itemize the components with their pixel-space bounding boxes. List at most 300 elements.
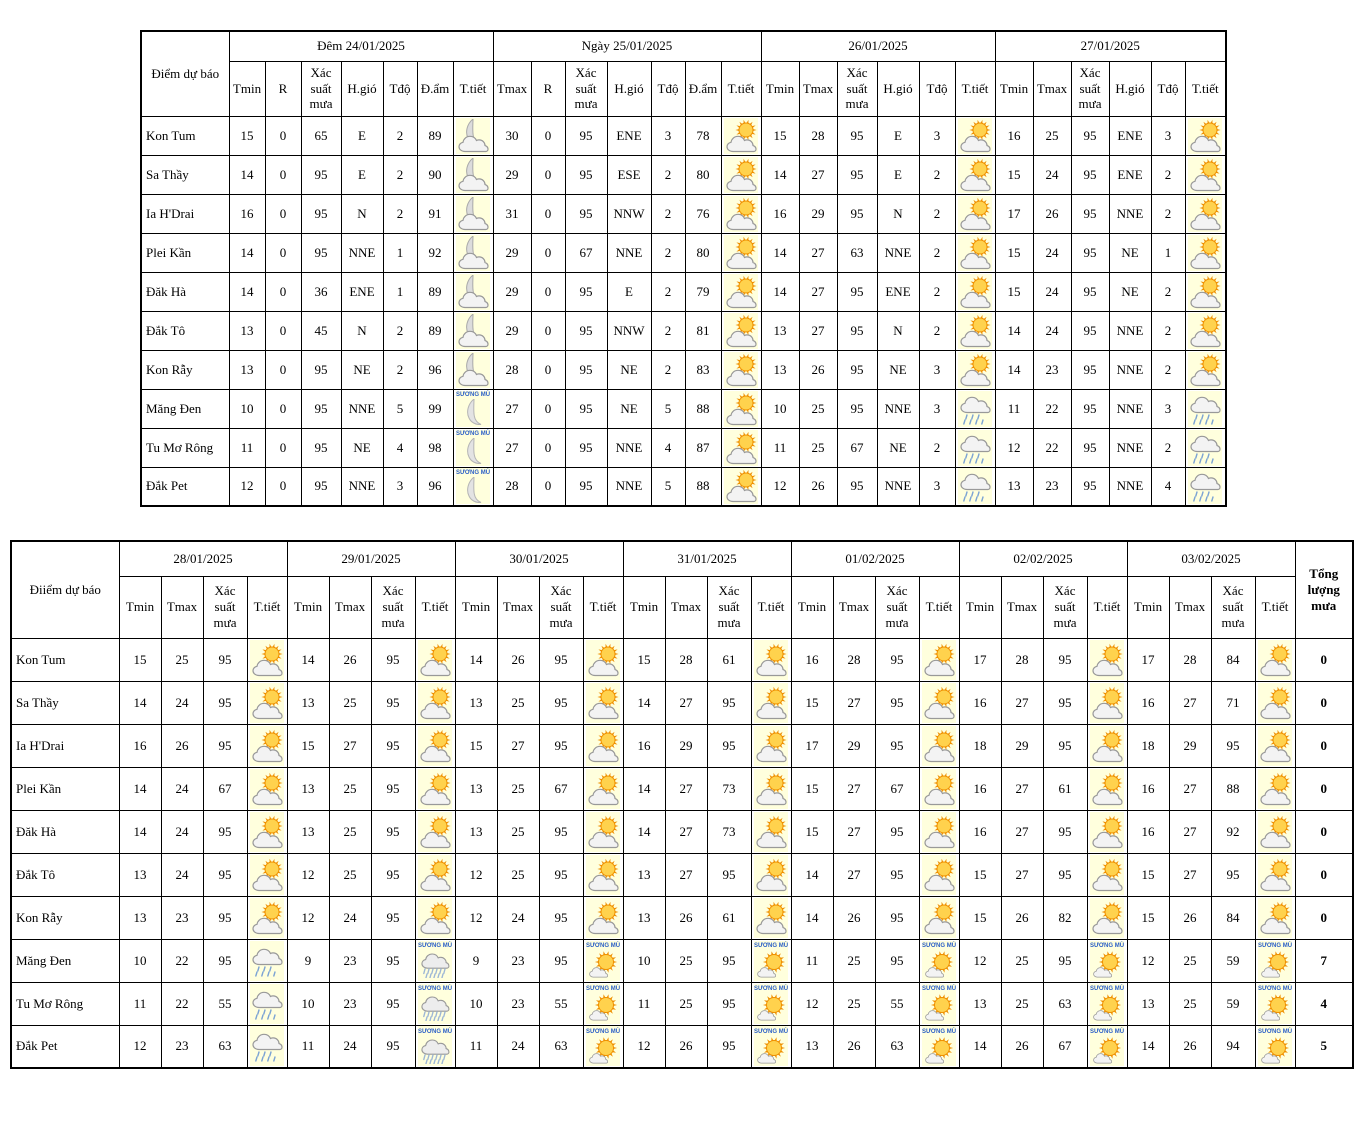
cell-weather (415, 810, 455, 853)
col-header-rain-probability: Xác suất mưa (371, 576, 415, 638)
cell-wind-speed: 2 (1151, 428, 1185, 467)
col-header-wind-direction: H.gió (877, 61, 919, 116)
cell-weather (415, 767, 455, 810)
cell-wind-direction: NE (341, 428, 383, 467)
cell-wind-direction: NE (877, 428, 919, 467)
cell-weather (453, 311, 493, 350)
cell-weather (919, 638, 959, 681)
cell-tmin: 13 (995, 467, 1033, 506)
cell-tmax: 29 (799, 194, 837, 233)
cell-rain-probability: 95 (371, 810, 415, 853)
cell-rain-probability: 95 (371, 982, 415, 1025)
col-header-tmin: Tmin (229, 61, 265, 116)
cell-weather (721, 389, 761, 428)
sun-cloud-icon (586, 640, 620, 680)
fog-sun-icon (586, 984, 620, 1024)
cell-tmin: 16 (1127, 681, 1169, 724)
cell-wind-direction: NE (607, 389, 651, 428)
cell-wind-direction: ENE (341, 272, 383, 311)
cell-total-rain: 0 (1295, 638, 1353, 681)
cell-rain-probability: 95 (565, 116, 607, 155)
location-name: Đăk Hà (141, 272, 229, 311)
cell-tmax: 25 (1001, 982, 1043, 1025)
cell-weather (247, 896, 287, 939)
cell-weather (415, 638, 455, 681)
cell-weather (721, 194, 761, 233)
cell-weather (955, 428, 995, 467)
cell-weather (721, 272, 761, 311)
cell-weather (1255, 896, 1295, 939)
cell-wind-speed: 2 (919, 194, 955, 233)
cell-wind-speed: 2 (651, 350, 685, 389)
cell-tmin: 13 (623, 896, 665, 939)
cell-weather (721, 428, 761, 467)
cell-tmin: 15 (791, 810, 833, 853)
cell-tmin: 15 (229, 116, 265, 155)
cell-tmax: 27 (1169, 853, 1211, 896)
sun-cloud-icon (1258, 726, 1292, 766)
cell-tmax: 24 (1033, 272, 1071, 311)
col-header-wind-speed: Tđộ (1151, 61, 1185, 116)
cell-tmin: 13 (959, 982, 1001, 1025)
cell-tmax: 29 (1169, 724, 1211, 767)
cell-total-rain: 7 (1295, 939, 1353, 982)
cell-rain-probability: 95 (1071, 233, 1109, 272)
fog-sun-icon (922, 941, 956, 981)
cell-tmax: 25 (497, 810, 539, 853)
fog-label: SƯƠNG MÙ (585, 942, 621, 949)
cell-weather (751, 767, 791, 810)
cell-rain-probability: 95 (875, 724, 919, 767)
table-row (11, 681, 1353, 724)
cell-wind-speed: 2 (1151, 194, 1185, 233)
cell-tmax: 26 (799, 350, 837, 389)
location-name: Sa Thầy (141, 155, 229, 194)
cell-tmin: 12 (455, 853, 497, 896)
cell-tmin: 13 (287, 681, 329, 724)
sun-cloud-icon (1090, 769, 1124, 809)
cell-r: 0 (531, 311, 565, 350)
cell-wind-direction: N (877, 194, 919, 233)
cell-rain-probability: 65 (301, 116, 341, 155)
sun-cloud-icon (586, 812, 620, 852)
sun-cloud-icon (250, 898, 284, 938)
sun-cloud-icon (1188, 157, 1222, 193)
cell-rain-probability: 73 (707, 767, 751, 810)
cell-humidity: 89 (417, 311, 453, 350)
cell-tmin: 12 (229, 467, 265, 506)
location-name: Đắk Pet (11, 1025, 119, 1068)
cell-weather (1087, 810, 1127, 853)
cell-rain-probability: 61 (1043, 767, 1087, 810)
cell-tmin: 14 (995, 350, 1033, 389)
rain-icon (958, 391, 992, 427)
fog-label: SƯƠNG MÙ (455, 391, 491, 398)
fog-sun-icon (586, 941, 620, 981)
cell-rain-probability: 95 (203, 896, 247, 939)
col-header-tmin: Tmin (959, 576, 1001, 638)
sun-cloud-icon (418, 898, 452, 938)
cell-tmin: 14 (119, 681, 161, 724)
fog-sun-icon (922, 1026, 956, 1066)
cell-humidity: 98 (417, 428, 453, 467)
cell-rain-probability: 95 (707, 1025, 751, 1068)
cell-tmin: 16 (791, 638, 833, 681)
cell-wind-speed: 5 (383, 389, 417, 428)
col-header-rain-probability: Xác suất mưa (1043, 576, 1087, 638)
cell-tmax: 24 (329, 1025, 371, 1068)
cell-tmax: 27 (665, 853, 707, 896)
cell-tmax: 27 (833, 681, 875, 724)
cell-tmin: 14 (623, 767, 665, 810)
col-header-humidity: Đ.ẩm (417, 61, 453, 116)
cell-tmin: 14 (229, 155, 265, 194)
sun-cloud-icon (724, 157, 758, 193)
col-header-tmin: Tmin (791, 576, 833, 638)
night-cloud-icon (456, 157, 490, 193)
cell-rain-probability: 95 (203, 638, 247, 681)
cell-rain-probability: 95 (1043, 724, 1087, 767)
col-header-rain-probability: Xác suất mưa (1211, 576, 1255, 638)
table-row (141, 116, 1226, 155)
cell-wind-speed: 3 (919, 467, 955, 506)
cell-weather (955, 116, 995, 155)
cell-tmin: 15 (995, 155, 1033, 194)
cell-weather (453, 272, 493, 311)
date-group-header: 03/02/2025 (1127, 541, 1295, 576)
cell-tmax: 26 (1169, 896, 1211, 939)
cell-weather (721, 233, 761, 272)
date-group-header: Ngày 25/01/2025 (493, 31, 761, 61)
cell-tmax: 25 (497, 681, 539, 724)
cell-rain-probability: 95 (203, 853, 247, 896)
cell-wind-direction: NNE (1109, 311, 1151, 350)
date-group-header: 31/01/2025 (623, 541, 791, 576)
cell-tmin: 15 (995, 233, 1033, 272)
cell-tmin: 16 (1127, 810, 1169, 853)
cell-wind-speed: 2 (1151, 272, 1185, 311)
fog-night-icon (456, 430, 490, 466)
night-cloud-icon (456, 352, 490, 388)
cell-weather (1087, 681, 1127, 724)
cell-tmax: 22 (161, 982, 203, 1025)
cell-weather (721, 155, 761, 194)
cell-tmin: 14 (791, 896, 833, 939)
cell-tmin: 12 (623, 1025, 665, 1068)
cell-tmax: 25 (1001, 939, 1043, 982)
cell-tmin: 9 (287, 939, 329, 982)
cell-tmax: 24 (497, 1025, 539, 1068)
cell-tmin: 13 (761, 350, 799, 389)
cell-weather (751, 810, 791, 853)
cell-tmin: 17 (995, 194, 1033, 233)
cell-total-rain: 0 (1295, 853, 1353, 896)
col-header-tmax: Tmax (329, 576, 371, 638)
col-header-weather: T.tiết (955, 61, 995, 116)
cell-wind-direction: NNE (1109, 467, 1151, 506)
cell-wind-direction: NNW (607, 194, 651, 233)
cell-weather (919, 982, 959, 1025)
cell-rain-probability: 95 (837, 311, 877, 350)
cell-tmax: 27 (833, 767, 875, 810)
cell-rain-probability: 92 (1211, 810, 1255, 853)
cell-weather (1185, 467, 1226, 506)
fog-label: SƯƠNG MÙ (585, 985, 621, 992)
date-group-header: 29/01/2025 (287, 541, 455, 576)
cell-weather (453, 389, 493, 428)
cell-weather (247, 810, 287, 853)
cell-wind-speed: 3 (919, 350, 955, 389)
cell-tmin: 11 (287, 1025, 329, 1068)
cell-rain-probability: 95 (203, 724, 247, 767)
col-header-tmax: Tmax (833, 576, 875, 638)
cell-tmin: 14 (455, 638, 497, 681)
fog-sun-icon (922, 984, 956, 1024)
table-row (11, 939, 1353, 982)
cell-tmin: 13 (1127, 982, 1169, 1025)
cell-tmin: 11 (455, 1025, 497, 1068)
cell-r: 0 (531, 467, 565, 506)
cell-rain-probability: 61 (707, 638, 751, 681)
fog-label: SƯƠNG MÙ (455, 469, 491, 476)
cell-rain-probability: 95 (1043, 853, 1087, 896)
cell-tmax: 24 (497, 896, 539, 939)
cell-tmin: 15 (623, 638, 665, 681)
cell-wind-direction: NNE (877, 389, 919, 428)
cell-rain-probability: 95 (565, 389, 607, 428)
cell-rain-probability: 95 (1071, 116, 1109, 155)
fog-sun-icon (1258, 984, 1292, 1024)
cell-weather (583, 982, 623, 1025)
cell-wind-direction: NNE (607, 467, 651, 506)
cell-wind-speed: 2 (651, 233, 685, 272)
cell-weather (1255, 810, 1295, 853)
cell-weather (1255, 853, 1295, 896)
date-group-header: 28/01/2025 (119, 541, 287, 576)
cell-tmax: 27 (493, 428, 531, 467)
cell-wind-speed: 2 (651, 194, 685, 233)
cell-wind-direction: NE (1109, 272, 1151, 311)
cell-rain-probability: 95 (203, 810, 247, 853)
cell-rain-probability: 95 (875, 939, 919, 982)
cell-total-rain: 4 (1295, 982, 1353, 1025)
col-header-r: R (531, 61, 565, 116)
cell-tmax: 26 (1033, 194, 1071, 233)
location-name: Plei Kần (11, 767, 119, 810)
cell-tmin: 16 (119, 724, 161, 767)
location-name: Đắk Pet (141, 467, 229, 506)
cell-r: 0 (265, 311, 301, 350)
cell-rain-probability: 61 (707, 896, 751, 939)
fog-rain-icon (418, 984, 452, 1024)
sun-cloud-icon (250, 640, 284, 680)
cell-tmax: 24 (1033, 233, 1071, 272)
cell-weather (1255, 939, 1295, 982)
date-group-header: Đêm 24/01/2025 (229, 31, 493, 61)
cell-rain-probability: 95 (203, 939, 247, 982)
fog-sun-icon (1090, 941, 1124, 981)
cell-tmin: 17 (791, 724, 833, 767)
cell-rain-probability: 95 (301, 350, 341, 389)
cell-weather (247, 939, 287, 982)
table-row (141, 194, 1226, 233)
fog-night-icon (456, 391, 490, 427)
cell-tmax: 29 (833, 724, 875, 767)
date-group-header: 02/02/2025 (959, 541, 1127, 576)
cell-rain-probability: 63 (203, 1025, 247, 1068)
sun-cloud-icon (724, 118, 758, 154)
cell-rain-probability: 95 (837, 272, 877, 311)
cell-humidity: 80 (685, 155, 721, 194)
col-header-wind-speed: Tđộ (651, 61, 685, 116)
cell-rain-probability: 82 (1043, 896, 1087, 939)
sun-cloud-icon (1090, 855, 1124, 895)
cell-weather (721, 311, 761, 350)
cell-tmax: 28 (799, 116, 837, 155)
cell-weather (751, 939, 791, 982)
cell-humidity: 96 (417, 467, 453, 506)
cell-r: 0 (265, 155, 301, 194)
cell-weather (583, 1025, 623, 1068)
date-group-header: 01/02/2025 (791, 541, 959, 576)
cell-rain-probability: 95 (1071, 272, 1109, 311)
table-row (11, 1025, 1353, 1068)
cell-r: 0 (531, 389, 565, 428)
location-name: Đăk Hà (11, 810, 119, 853)
cell-wind-speed: 3 (383, 467, 417, 506)
cell-r: 0 (265, 272, 301, 311)
cell-tmin: 15 (995, 272, 1033, 311)
cell-tmax: 24 (1033, 155, 1071, 194)
fog-label: SƯƠNG MÙ (921, 942, 957, 949)
cell-humidity: 90 (417, 155, 453, 194)
cell-weather (955, 233, 995, 272)
cell-weather (1255, 681, 1295, 724)
sun-cloud-icon (754, 769, 788, 809)
cell-tmin: 17 (959, 638, 1001, 681)
cell-rain-probability: 95 (1071, 467, 1109, 506)
cell-rain-probability: 95 (875, 896, 919, 939)
table-row (141, 311, 1226, 350)
cell-weather (415, 853, 455, 896)
cell-rain-probability: 95 (1071, 350, 1109, 389)
cell-tmax: 22 (1033, 389, 1071, 428)
cell-weather (751, 896, 791, 939)
rain-icon (1188, 430, 1222, 466)
cell-weather (955, 389, 995, 428)
col-header-wind-speed: Tđộ (383, 61, 417, 116)
cell-tmin: 15 (1127, 896, 1169, 939)
cell-wind-direction: NNE (341, 389, 383, 428)
cell-rain-probability: 95 (371, 1025, 415, 1068)
sun-cloud-icon (724, 235, 758, 271)
sun-cloud-icon (1258, 898, 1292, 938)
cell-total-rain: 0 (1295, 896, 1353, 939)
col-header-rain-probability: Xác suất mưa (837, 61, 877, 116)
cell-rain-probability: 59 (1211, 982, 1255, 1025)
cell-rain-probability: 95 (301, 389, 341, 428)
cell-weather (955, 467, 995, 506)
cell-tmax: 31 (493, 194, 531, 233)
cell-tmin: 16 (1127, 767, 1169, 810)
cell-rain-probability: 95 (707, 939, 751, 982)
cell-rain-probability: 95 (875, 681, 919, 724)
cell-rain-probability: 67 (203, 767, 247, 810)
cell-tmax: 27 (833, 810, 875, 853)
fog-label: SƯƠNG MÙ (417, 1028, 453, 1035)
sun-cloud-icon (754, 812, 788, 852)
cell-wind-direction: ENE (607, 116, 651, 155)
sun-cloud-icon (1188, 118, 1222, 154)
cell-weather (583, 767, 623, 810)
cell-wind-speed: 2 (919, 428, 955, 467)
cell-tmin: 13 (455, 681, 497, 724)
cell-tmax: 28 (833, 638, 875, 681)
cell-weather (453, 428, 493, 467)
cell-tmax: 25 (1169, 982, 1211, 1025)
date-group-header: 27/01/2025 (995, 31, 1226, 61)
location-name: Măng Đen (141, 389, 229, 428)
fog-sun-icon (586, 1026, 620, 1066)
col-header-r: R (265, 61, 301, 116)
cell-tmax: 22 (161, 939, 203, 982)
col-header-tmax: Tmax (1033, 61, 1071, 116)
cell-tmin: 11 (995, 389, 1033, 428)
cell-tmin: 15 (455, 724, 497, 767)
cell-weather (919, 724, 959, 767)
cell-tmax: 27 (799, 155, 837, 194)
cell-tmax: 27 (497, 724, 539, 767)
cell-tmax: 27 (1001, 767, 1043, 810)
cell-weather (1087, 1025, 1127, 1068)
fog-label: SƯƠNG MÙ (1257, 1028, 1293, 1035)
cell-tmax: 29 (493, 155, 531, 194)
cell-tmin: 15 (287, 724, 329, 767)
cell-wind-direction: NNE (1109, 389, 1151, 428)
cell-tmax: 26 (833, 896, 875, 939)
sun-cloud-icon (418, 726, 452, 766)
cell-wind-speed: 3 (919, 116, 955, 155)
cell-weather (919, 810, 959, 853)
cell-tmin: 16 (995, 116, 1033, 155)
col-header-tmax: Tmax (1169, 576, 1211, 638)
cell-humidity: 76 (685, 194, 721, 233)
cell-wind-speed: 2 (651, 155, 685, 194)
cell-humidity: 89 (417, 116, 453, 155)
cell-rain-probability: 94 (1211, 1025, 1255, 1068)
cell-tmin: 9 (455, 939, 497, 982)
cell-tmin: 13 (455, 810, 497, 853)
col-header-wind-direction: H.gió (341, 61, 383, 116)
sun-cloud-icon (958, 235, 992, 271)
table-row (11, 853, 1353, 896)
rain-icon (250, 984, 284, 1024)
cell-tmax: 25 (833, 939, 875, 982)
weekly-forecast-section (10, 540, 1354, 1069)
cell-wind-speed: 2 (919, 233, 955, 272)
cell-rain-probability: 95 (1043, 810, 1087, 853)
cell-weather (415, 681, 455, 724)
cell-weather (453, 233, 493, 272)
cell-tmax: 29 (1001, 724, 1043, 767)
cell-tmin: 18 (959, 724, 1001, 767)
cell-tmax: 23 (329, 982, 371, 1025)
cell-r: 0 (531, 116, 565, 155)
location-name: Kon Rẫy (141, 350, 229, 389)
cell-weather (583, 853, 623, 896)
cell-r: 0 (531, 272, 565, 311)
cell-humidity: 78 (685, 116, 721, 155)
